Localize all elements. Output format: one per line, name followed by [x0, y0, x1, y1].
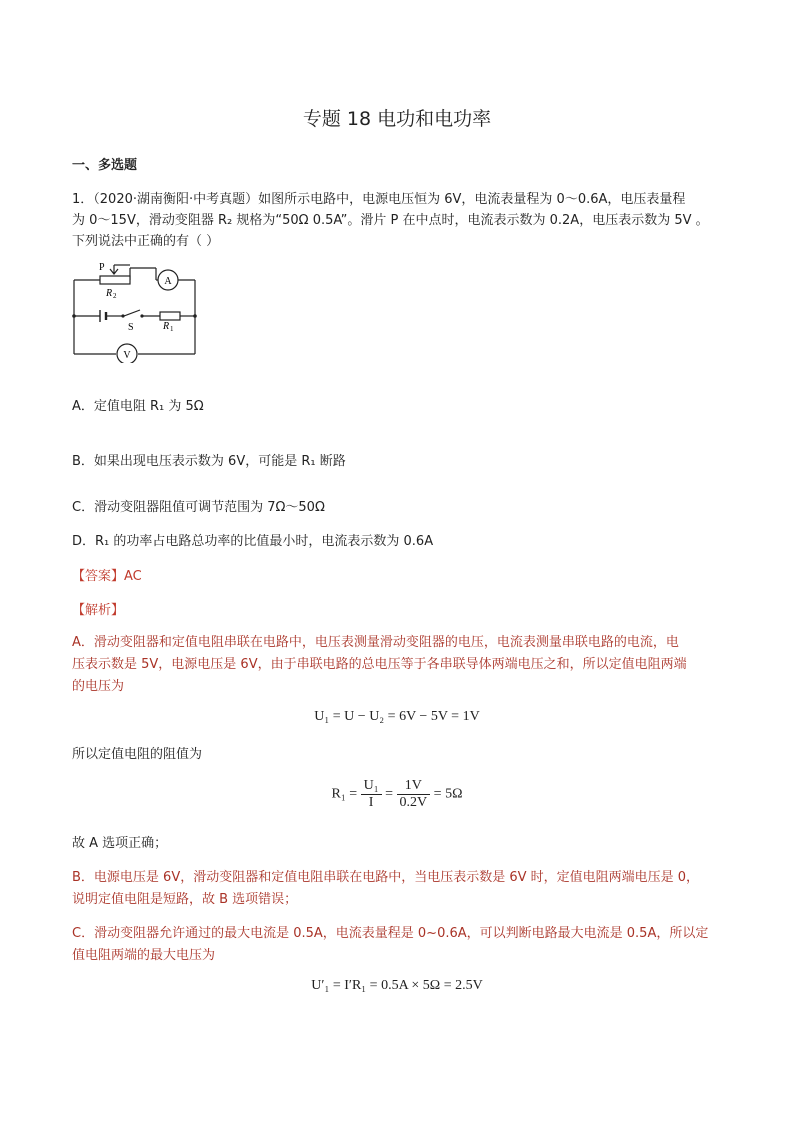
section-heading: 一、多选题 — [72, 158, 138, 173]
label-p: P — [99, 262, 105, 273]
option-a: A．定值电阻 R₁ 为 5Ω — [72, 399, 204, 414]
label-r2: R — [106, 288, 113, 299]
eq2-lhs: R₁ = — [331, 786, 358, 802]
eq2-den2: 0.2V — [399, 795, 428, 810]
label-r2-sub: 2 — [113, 292, 117, 300]
answer: 【答案】AC — [72, 569, 142, 584]
text-resistance: 所以定值电阻的阻值为 — [72, 747, 203, 762]
eq2-mid: = — [385, 786, 394, 802]
option-d: D．R₁ 的功率占电路总功率的比值最小时，电流表示数为 0.6A — [72, 534, 434, 549]
label-ammeter: A — [164, 276, 172, 287]
equation-r1 — [0, 778, 794, 811]
analysis-heading: 【解析】 — [72, 603, 125, 618]
circuit-diagram — [68, 258, 203, 363]
label-r1-sub: 1 — [170, 325, 174, 333]
slider-p-arrow — [110, 265, 118, 274]
eq2-rhs: = 5Ω — [433, 786, 463, 802]
analysis-b-line-2: 说明定值电阻是短路，故 B 选项错误； — [72, 892, 298, 907]
fraction-u1-over-i — [361, 778, 382, 811]
resistor-r1 — [160, 312, 180, 320]
eq2-num1: U₁ — [361, 778, 382, 795]
question-line-3: 下列说法中正确的有（ ） — [72, 234, 220, 249]
option-c: C．滑动变阻器阻值可调节范围为 7Ω～50Ω — [72, 500, 325, 515]
equation-u1-max: U′₁ = I′R₁ = 0.5A × 5Ω = 2.5V — [311, 978, 483, 993]
eq2-den1: I — [368, 795, 374, 810]
switch-icon — [124, 310, 140, 316]
option-b: B．如果出现电压表示数为 6V，可能是 R₁ 断路 — [72, 454, 346, 469]
equation-u1: U₁ = U − U₂ = 6V − 5V = 1V — [314, 709, 480, 724]
page-title: 专题 18 电功和电功率 — [302, 108, 492, 130]
analysis-b-line-1: B．电源电压是 6V，滑动变阻器和定值电阻串联在电路中，当电压表示数是 6V 时，定值电阻两端电压是 0， — [72, 870, 700, 885]
analysis-a-line-2: 压表示数是 5V，电源电压是 6V，由于串联电路的总电压等于各串联导体两端电压之和，所以定值电阻两端 — [72, 657, 687, 672]
analysis-c-line-2: 值电阻两端的最大电压为 — [72, 948, 216, 963]
question-line-2: 为 0～15V，滑动变阻器 R₂ 规格为“50Ω 0.5A”。滑片 P 在中点时，电流表示数为 0.2A，电压表示数为 5V 。 — [72, 213, 709, 228]
analysis-a-line-3: 的电压为 — [72, 679, 125, 694]
analysis-a-line-1: A．滑动变阻器和定值电阻串联在电路中，电压表测量滑动变阻器的电压，电流表测量串联电路的电流，电 — [72, 635, 679, 650]
eq2-num2: 1V — [397, 778, 431, 795]
rheostat-r2 — [100, 276, 130, 284]
analysis-c-line-1: C．滑动变阻器允许通过的最大电流是 0.5A，电流表量程是 0~0.6A，可以判断电路最大电流是 0.5A，所以定 — [72, 926, 709, 941]
fraction-1v-over-0-2v — [397, 778, 431, 811]
label-switch: S — [128, 322, 134, 333]
label-r1: R — [163, 321, 170, 332]
analysis-a-conclusion: 故 A 选项正确； — [72, 836, 168, 851]
question-line-1: 1．（2020·湖南衡阳·中考真题）如图所示电路中，电源电压恒为 6V，电流表量程为 0～0.6A，电压表量程 — [72, 192, 686, 207]
label-voltmeter: V — [123, 350, 131, 361]
